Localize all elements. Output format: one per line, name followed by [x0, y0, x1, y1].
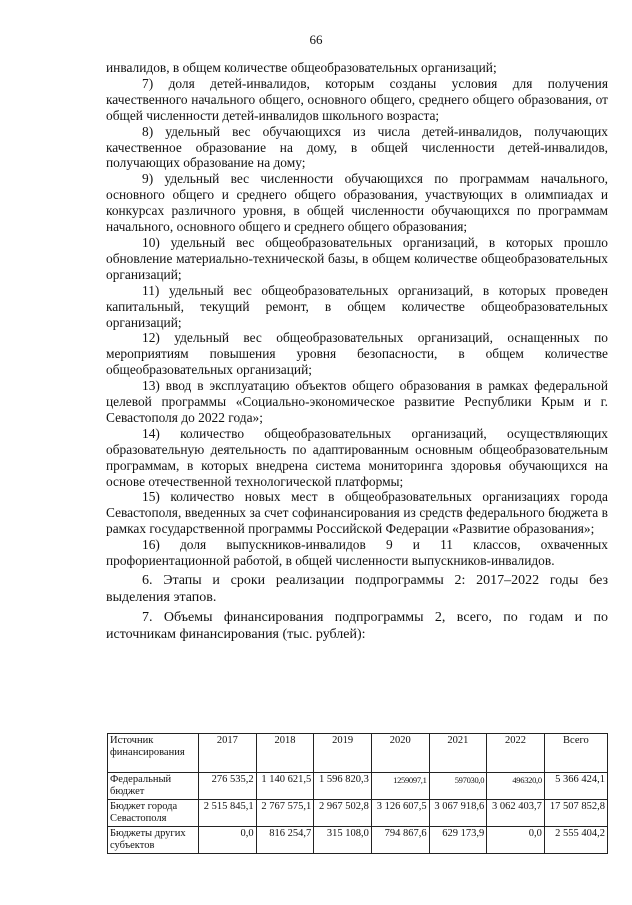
table-header-cell: 2021 — [429, 734, 487, 773]
paragraph: 15) количество новых мест в общеобразовательных организациях города Севастополя, введенных за счет софинансирования из средств федерального бюджета в рамках государственной программы Российской Федерации «Развитие образования»; — [106, 489, 608, 537]
paragraph: 14) количество общеобразовательных организаций, осуществляющих образовательную деятельность по адаптированным основным общеобразовательным программам, в которых внедрена система мониторинга здоровья обучающихся на основе отечественной технологической платформы; — [106, 425, 608, 489]
table-header-row — [108, 734, 608, 773]
table-header-cell: Источник финансирования — [108, 734, 199, 773]
table-cell: 597030,0 — [429, 773, 487, 800]
row-label: Бюджеты других субъектов — [108, 827, 199, 854]
paragraph: 10) удельный вес общеобразовательных организаций, в которых прошло обновление материально-технической базы, в общем количестве общеобразовательных организаций; — [106, 234, 608, 282]
table-cell: 2 967 502,8 — [314, 800, 372, 827]
page-number: 66 — [309, 32, 323, 47]
section-paragraph: 6. Этапы и сроки реализации подпрограммы 2: 2017–2022 годы без выделения этапов. — [106, 573, 608, 605]
table-cell: 2 767 575,1 — [256, 800, 314, 827]
table-cell: 3 067 918,6 — [429, 800, 487, 827]
table-cell: 816 254,7 — [256, 827, 314, 854]
table-cell: 1 140 621,5 — [256, 773, 314, 800]
table-cell: 315 108,0 — [314, 827, 372, 854]
table-cell: 1259097,1 — [371, 773, 429, 800]
financing-table — [107, 733, 608, 854]
table-cell: 0,0 — [487, 827, 545, 854]
table-cell: 3 126 607,5 — [371, 800, 429, 827]
paragraph: инвалидов, в общем количестве общеобразовательных организаций; — [106, 60, 497, 75]
paragraph: 8) удельный вес обучающихся из числа детей-инвалидов, получающих качественное образование на дому, в общей численности детей-инвалидов, получающих образование на дому; — [106, 123, 608, 171]
paragraph: 12) удельный вес общеобразовательных организаций, оснащенных по мероприятиям повышения уровня безопасности, в общем количестве общеобразовательных организаций; — [106, 330, 608, 378]
table-cell: 1 596 820,3 — [314, 773, 372, 800]
row-label: Федеральный бюджет — [108, 773, 199, 800]
table-cell: 794 867,6 — [371, 827, 429, 854]
table-row — [108, 827, 608, 854]
table-header-cell: 2022 — [487, 734, 545, 773]
paragraph: 13) ввод в эксплуатацию объектов общего образования в рамках федеральной целевой программы «Социально-экономическое развитие Республики Крым и г. Севастополя до 2022 года»; — [106, 378, 608, 425]
paragraph: 7) доля детей-инвалидов, которым созданы условия для получения качественного начального общего, основного общего, среднего общего образования, от общей численности детей-инвалидов школьного возраста; — [106, 75, 608, 123]
table-header-cell: 2019 — [314, 734, 372, 773]
table-cell: 2 515 845,1 — [199, 800, 257, 827]
row-label: Бюджет города Севастополя — [108, 800, 199, 827]
paragraph: 11) удельный вес общеобразовательных организаций, в которых проведен капитальный, текущий ремонт, в общем количестве общеобразовательных организаций; — [106, 282, 608, 330]
paragraph: 9) удельный вес численности обучающихся по программам начального, основного общего и среднего общего образования, участвующих в олимпиадах и конкурсах различного уровня, в общей численности обучающихся по программам начального, основного общего и среднего общего образования; — [106, 171, 608, 235]
paragraph: 16) доля выпускников-инвалидов 9 и 11 классов, охваченных профориентационной работой, в общей численности выпускников-инвалидов. — [106, 537, 608, 569]
table-cell: 629 173,9 — [429, 827, 487, 854]
table-row — [108, 773, 608, 800]
table-header-cell: 2018 — [256, 734, 314, 773]
table-header-cell: Всего — [544, 734, 607, 773]
document-body — [106, 60, 608, 643]
table-cell: 2 555 404,2 — [544, 827, 607, 854]
table-header-cell: 2020 — [371, 734, 429, 773]
table-cell: 5 366 424,1 — [544, 773, 607, 800]
table-cell: 276 535,2 — [199, 773, 257, 800]
table-row — [108, 800, 608, 827]
table-cell: 3 062 403,7 — [487, 800, 545, 827]
table-cell: 0,0 — [199, 827, 257, 854]
table-cell: 17 507 852,8 — [544, 800, 607, 827]
section-paragraph: 7. Объемы финансирования подпрограммы 2, всего, по годам и по источникам финансирования (тыс. рублей): — [106, 610, 608, 642]
table-cell: 496320,0 — [487, 773, 545, 800]
table-header-cell: 2017 — [199, 734, 257, 773]
